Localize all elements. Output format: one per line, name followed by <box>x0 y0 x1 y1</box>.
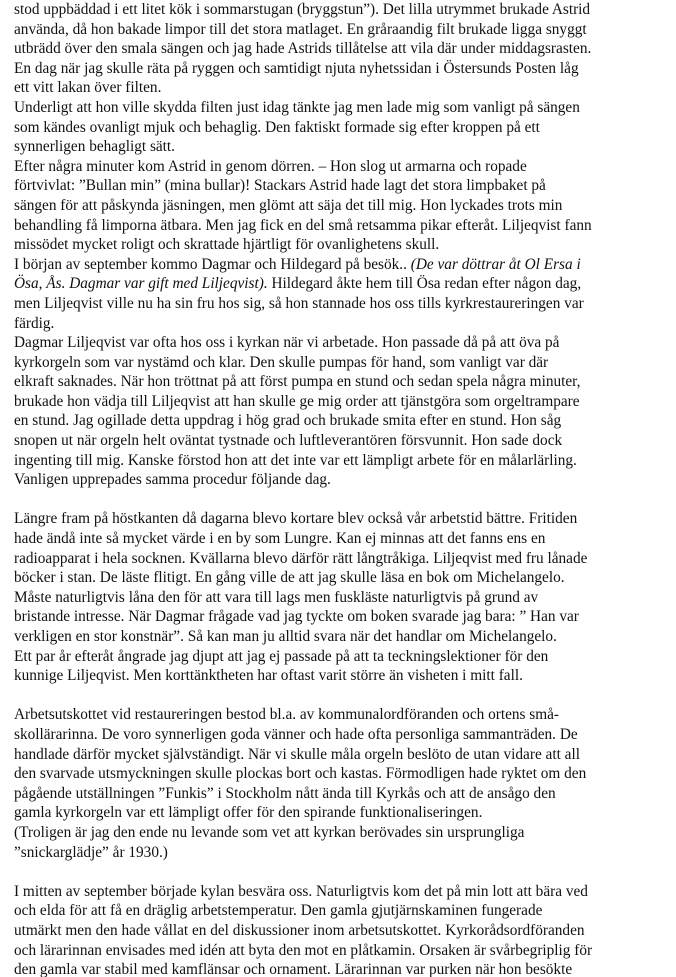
text-line: Måste naturligtvis låna den för att vara till lags men fuskläste naturligtvis på grund av <box>14 588 539 606</box>
text-line: den svarvade utsmyckningen skulle plockas bort och kastas. Förmodligen hade ryktet om den <box>14 765 587 783</box>
text-line: elkraft saknades. När hon tröttnat på att först pumpa en stund och sedan spela några minuter, <box>14 373 581 391</box>
text-line: kunnige Liljeqvist. Men korttänktheten har oftast varit större än visheten i mitt fall. <box>14 667 523 685</box>
paragraph-kylan <box>14 882 664 977</box>
text-line: den gamla var stabil med kamflänsar och ornament. Lärarinnan var purken när hon besökte <box>14 961 573 977</box>
text-line: gamla kyrkorgeln var ett lämpligt offer för den spirande funktionaliseringen. <box>14 804 483 822</box>
text-line: ett vitt lakan över filten. <box>14 79 162 97</box>
paragraph-gap <box>14 862 664 882</box>
text-line: Arbetsutskottet vid restaureringen bestod bl.a. av kommunalordföranden och ortens små- <box>14 706 560 724</box>
text-line: hade ändå inte så mycket värde i en by som Lungre. Kan ej minnas att det fanns ens en <box>14 530 546 548</box>
text-line: Underligt att hon ville skydda filten just idag tänkte jag men lade mig som vanligt på sängen <box>14 98 580 116</box>
paragraph-hostkanten <box>14 509 664 685</box>
paragraph-gap <box>14 686 664 706</box>
text-line: behandling få limporna ätbara. Men jag fick en del små retsamma pikar efteråt. Liljeqvist fann <box>14 216 592 234</box>
text-line-mixed <box>14 255 664 275</box>
text-line: kyrkorgeln som var nystämd och klar. Den skulle pumpas för hand, som vanligt var där <box>14 353 549 371</box>
text-line: bristande intresse. När Dagmar frågade vad jag tyckte om boken svarade jag bara: ” Han var <box>14 608 579 626</box>
text-line: och elda för att få en dräglig arbetstemperatur. Den gamla gjutjärnskaminen fungerade <box>14 902 543 920</box>
text-line: som kändes ovanligt mjuk och behaglig. Den faktiskt formade sig efter kroppen på ett <box>14 118 540 136</box>
text-line: Ett par år efteråt ångrade jag djupt att jag ej passade på att ta teckningslektioner för den <box>14 647 549 665</box>
text-line: radioapparat i hela socknen. Kvällarna blevo därför rätt långtråkiga. Liljeqvist med fru lånade <box>14 549 588 567</box>
text-segment: I början av september kommo Dagmar och Hildegard på besök.. <box>14 255 411 273</box>
text-line: Längre fram på höstkanten då dagarna blevo kortare blev också vår arbetstid bättre. Fritiden <box>14 510 578 528</box>
text-line: (Troligen är jag den ende nu levande som vet att kyrkan berövades sin ursprungliga <box>14 823 525 841</box>
text-line: stod uppbäddad i ett litet kök i sommarstugan (bryggstun”). Det lilla utrymmet brukade Astrid <box>14 1 591 18</box>
text-line: pågående utställningen ”Funkis” i Stockholm nått ända till Kyrkås och att de ansågo den <box>14 784 556 802</box>
text-line: brukade hon vädja till Liljeqvist att han skulle ge mig order att tjänstgöra som orgeltrampare <box>14 392 580 410</box>
text-line: handlade därför mycket självständigt. När vi skulle måla orgeln beslöto de utan vidare att all <box>14 745 580 763</box>
text-line: färdig. <box>14 314 55 332</box>
paragraph-gap <box>14 490 664 510</box>
text-line: synnerligen behagligt sätt. <box>14 138 176 156</box>
text-line: I mitten av september började kylan besvära oss. Naturligtvis kom det på min lott att bära ved <box>14 882 588 900</box>
text-line: böcker i stan. De läste flitigt. En gång ville de att jag skulle läsa en bok om Michelangelo. <box>14 569 565 587</box>
text-line: verkligen en stor konstnär”. Så kan man ju alltid svara när det handlar om Michelangelo. <box>14 628 557 645</box>
paragraph-arbetsutskottet <box>14 705 664 862</box>
text-line: en stund. Jag ogillade detta uppdrag i hög grad och brukade smita efter en stund. Hon såg <box>14 412 562 430</box>
text-line: skollärarinna. De voro synnerligen goda vänner och hade ofta personliga sammanträden. De <box>14 725 578 743</box>
text-line: Dagmar Liljeqvist var ofta hos oss i kyrkan när vi arbetade. Hon passade då på att öva på <box>14 334 560 352</box>
text-line: Efter några minuter kom Astrid in genom dörren. – Hon slog ut armarna och ropade <box>14 157 527 175</box>
text-line: utmärkt men den hade vållat en del diskussioner inom arbetsutskottet. Kyrkorådsordföranden <box>14 921 585 939</box>
text-line: använda, då hon bakade limpor till det stora matlaget. En gråraandig filt brukade ligga snyggt <box>14 20 587 38</box>
text-line: missödet mycket roligt och skrattade hjärtligt för ovanlighetens skull. <box>14 236 440 254</box>
paragraph-bryggstun <box>14 0 664 490</box>
text-line: snopen ut när orgeln helt oväntat tystnade och luftleverantören försvunnit. Hon sade dock <box>14 432 563 450</box>
text-line: Vanligen upprepades samma procedur följande dag. <box>14 471 331 489</box>
document-body <box>14 0 664 977</box>
text-line-mixed <box>14 274 664 294</box>
text-line: och lärarinnan envisades med idén att byta den mot en plåtkamin. Orsaken är svårbegriplig för <box>14 941 593 959</box>
text-line: utbrädd över den smala sängen och jag hade Astrids tillåtelse att vila där under middagsrasten. <box>14 40 592 58</box>
text-line: ”snickarglädje” år 1930.) <box>14 843 168 861</box>
italic-note: Ösa, Ås. Dagmar var gift med Liljeqvist). <box>14 275 268 293</box>
text-line: men Liljeqvist ville nu ha sin fru hos sig, så hon stannade hos oss tills kyrkrestaureringen var <box>14 294 584 312</box>
italic-note: (De var döttrar åt Ol Ersa i <box>410 255 581 273</box>
text-line: sängen för att påskynda jäsningen, men glömt att säja det till mig. Hon lyckades trots min <box>14 196 563 214</box>
text-line: ingenting till mig. Kanske förstod hon att det inte var ett lämpligt arbete för en målarlärling. <box>14 451 577 469</box>
text-line: En dag när jag skulle räta på ryggen och samtidigt njuta nyhetssidan i Östersunds Posten låg <box>14 59 579 77</box>
text-segment: Hildegard åkte hem till Ösa redan efter någon dag, <box>267 275 582 293</box>
text-line: förtvivlat: ”Bullan min” (mina bullar)! Stackars Astrid hade lagt det stora limpbaket på <box>14 177 546 195</box>
